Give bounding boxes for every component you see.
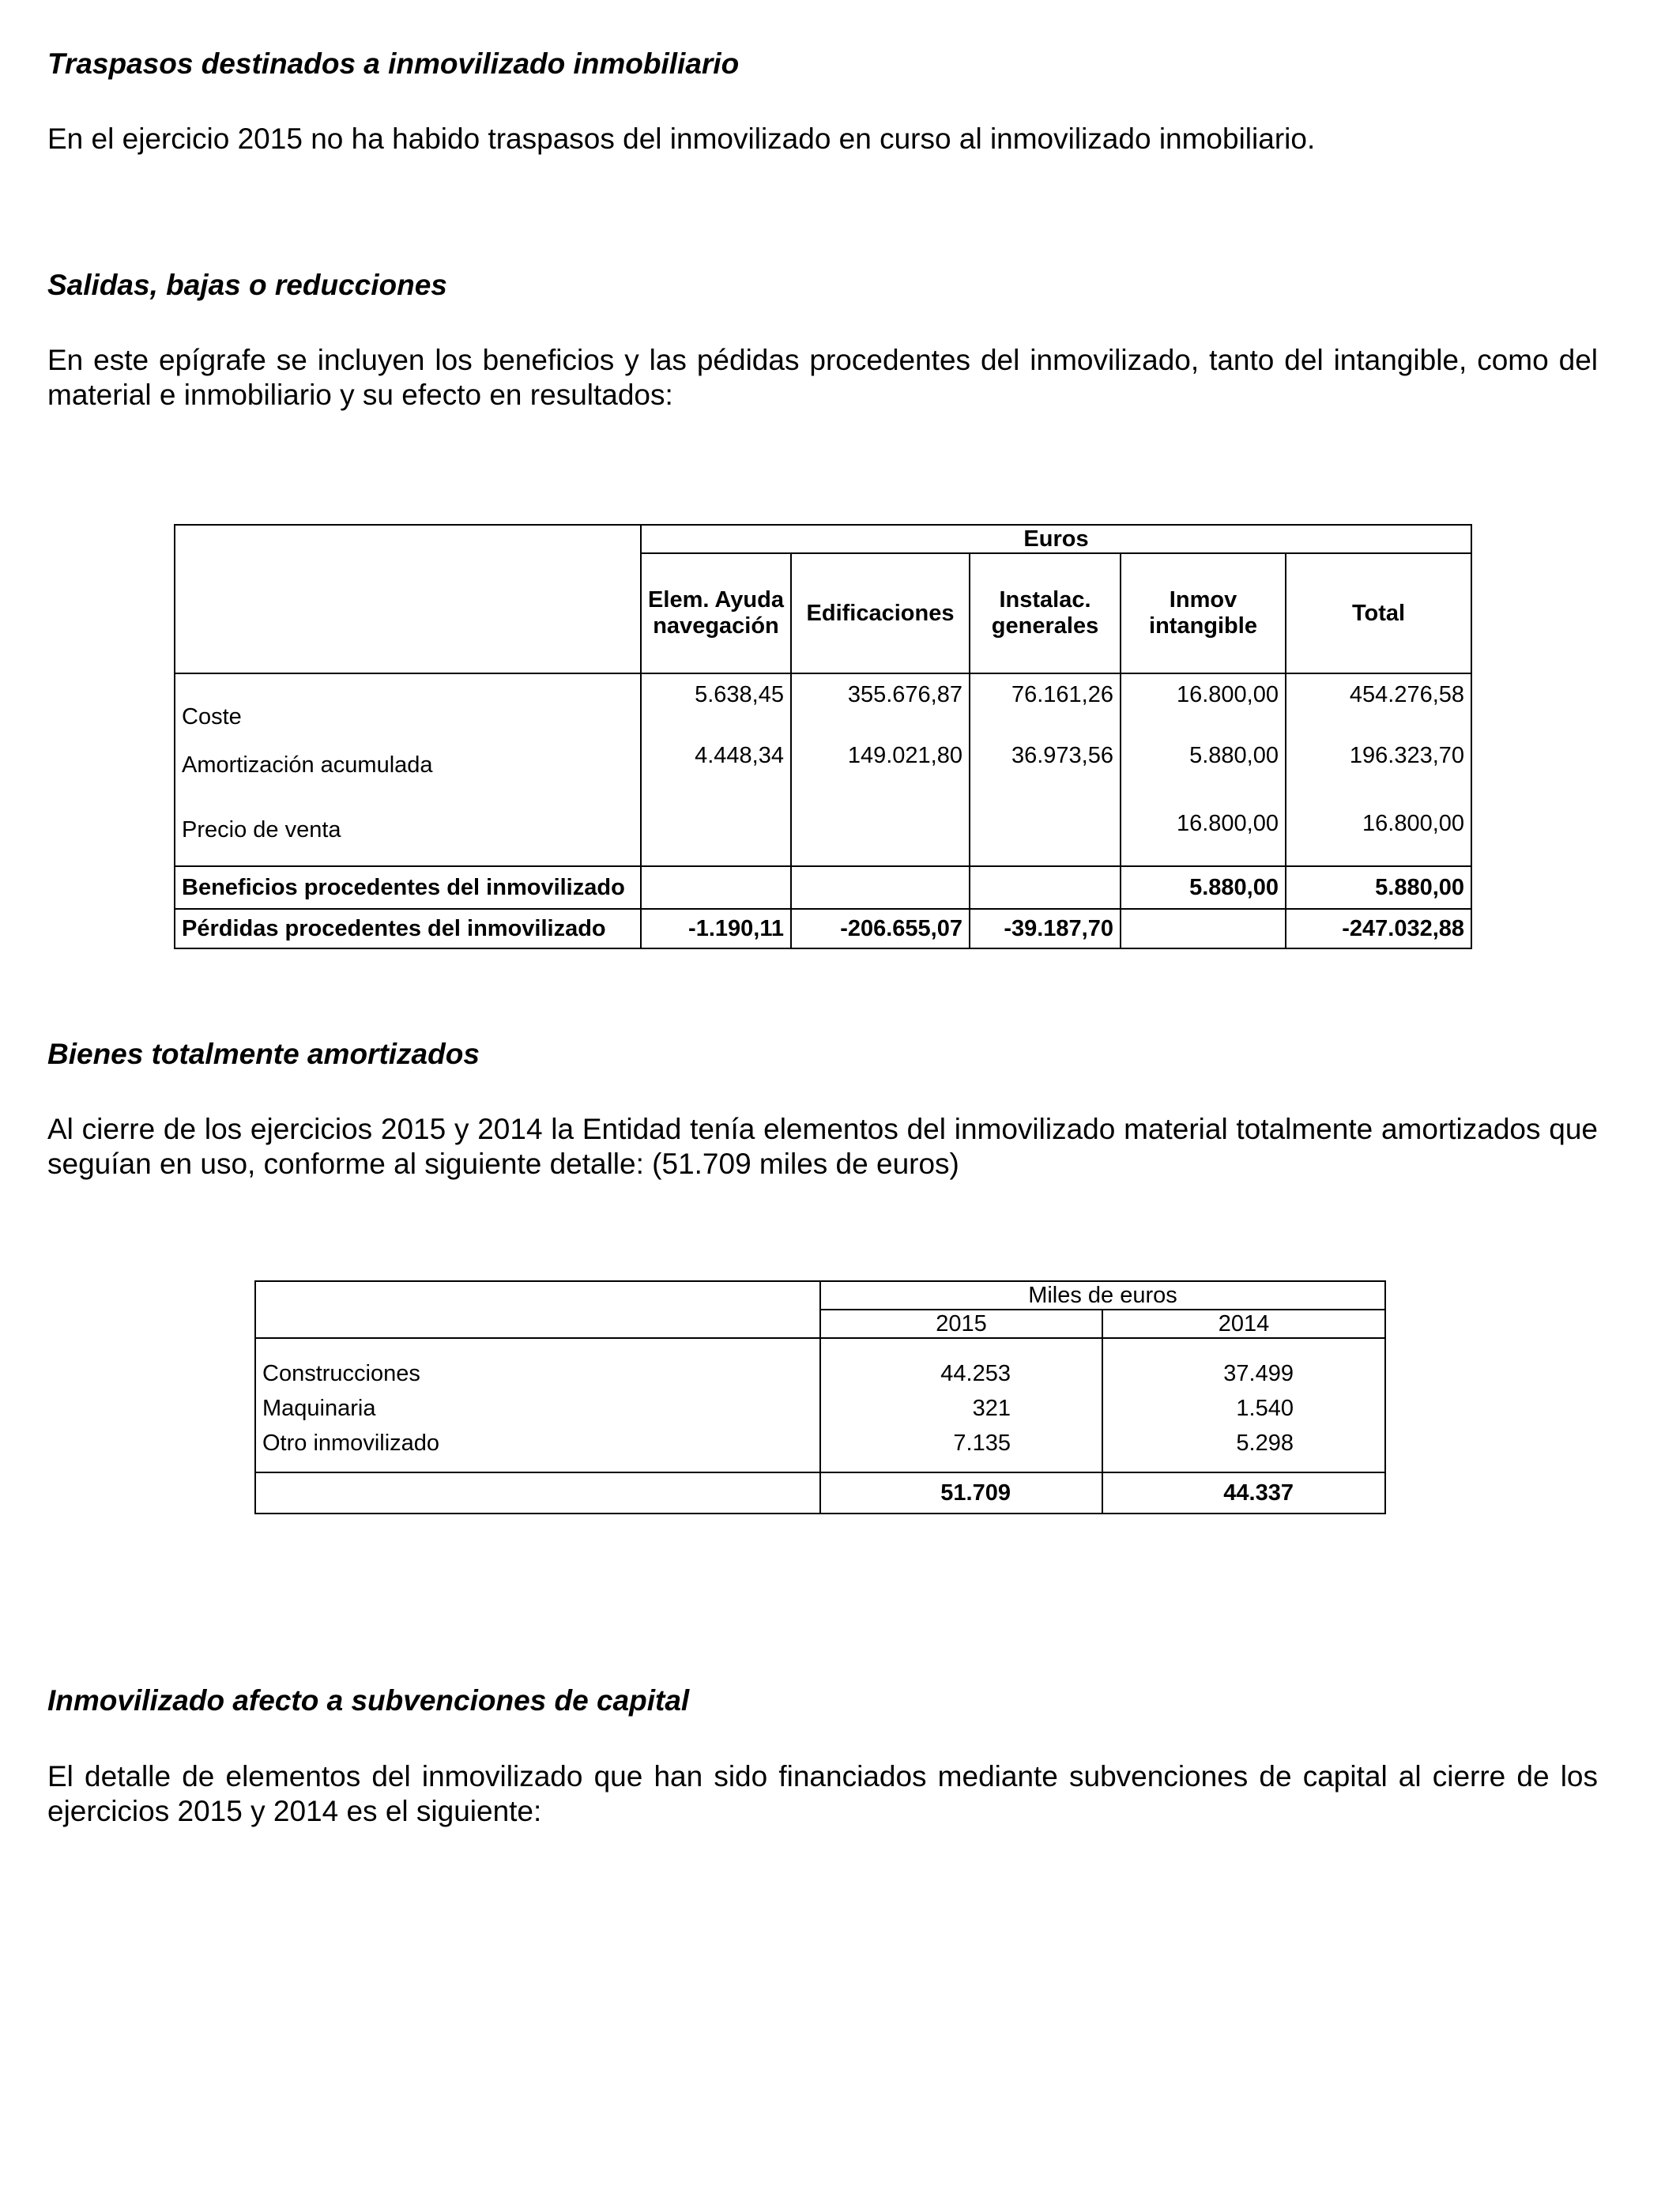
table-cell: 5.298	[1102, 1427, 1385, 1472]
table-cell: 321	[820, 1390, 1102, 1427]
column-header-year: 2015	[820, 1310, 1102, 1338]
column-header: Edificaciones	[791, 553, 970, 673]
row-label: Amortización acumulada	[175, 735, 641, 795]
table-cell: 196.323,70	[1286, 735, 1471, 795]
total-label-cell	[255, 1472, 820, 1514]
total-cell: 44.337	[1102, 1472, 1385, 1514]
table-cell: 44.253	[820, 1338, 1102, 1390]
table-cell: 76.161,26	[970, 673, 1121, 735]
column-header: Elem. Ayuda navegación	[641, 553, 791, 673]
table-cell: 5.880,00	[1121, 735, 1286, 795]
table-cell: 1.540	[1102, 1390, 1385, 1427]
table-cell	[791, 795, 970, 866]
table-cell: 16.800,00	[1121, 795, 1286, 866]
group-header-euros: Euros	[641, 525, 1471, 553]
row-label: Maquinaria	[255, 1390, 820, 1427]
table-cell: 149.021,80	[791, 735, 970, 795]
table-cell: 16.800,00	[1121, 673, 1286, 735]
table-cell	[1121, 909, 1286, 948]
row-label: Precio de venta	[175, 795, 641, 866]
table-corner-cell-lower	[175, 553, 641, 673]
table-cell: 36.973,56	[970, 735, 1121, 795]
column-header-year: 2014	[1102, 1310, 1385, 1338]
section-title-subvenciones: Inmovilizado afecto a subvenciones de capital	[47, 1684, 690, 1717]
table-cell	[641, 866, 791, 909]
table-cell: 454.276,58	[1286, 673, 1471, 735]
table-cell: 5.880,00	[1286, 866, 1471, 909]
table-cell	[791, 866, 970, 909]
section-title-salidas: Salidas, bajas o reducciones	[47, 269, 447, 301]
section-title-traspasos: Traspasos destinados a inmovilizado inmobiliario	[47, 47, 740, 80]
table-bienes-amortizados	[254, 1280, 1386, 1514]
table-cell: 7.135	[820, 1427, 1102, 1472]
table-cell: 16.800,00	[1286, 795, 1471, 866]
row-label-perdidas: Pérdidas procedentes del inmovilizado	[175, 909, 641, 948]
table-cell: 355.676,87	[791, 673, 970, 735]
column-header: Inmov intangible	[1121, 553, 1286, 673]
row-label: Otro inmovilizado	[255, 1427, 820, 1472]
row-label-beneficios: Beneficios procedentes del inmovilizado	[175, 866, 641, 909]
table-cell: 4.448,34	[641, 735, 791, 795]
table-cell: -206.655,07	[791, 909, 970, 948]
table-cell: 37.499	[1102, 1338, 1385, 1390]
table-cell	[970, 866, 1121, 909]
table-cell	[970, 795, 1121, 866]
table-cell	[641, 795, 791, 866]
table-salidas-bajas	[174, 524, 1472, 949]
table-corner-cell	[175, 525, 641, 553]
table-cell: -39.187,70	[970, 909, 1121, 948]
paragraph-traspasos: En el ejercicio 2015 no ha habido traspasos del inmovilizado en curso al inmovilizado inmobiliario.	[47, 123, 1316, 155]
table-cell: 5.638,45	[641, 673, 791, 735]
paragraph-bienes-amortizados: Al cierre de los ejercicios 2015 y 2014 la Entidad tenía elementos del inmovilizado material totalmente amortizados que seguían en uso, conforme al siguiente detalle: (51.709 miles de euros)	[47, 1113, 1598, 1180]
paragraph-salidas: En este epígrafe se incluyen los beneficios y las pédidas procedentes del inmovilizado, tanto del intangible, como del material e inmobiliario y su efecto en resultados:	[47, 344, 1598, 411]
column-header: Instalac. generales	[970, 553, 1121, 673]
paragraph-subvenciones: El detalle de elementos del inmovilizado que han sido financiados mediante subvenciones de capital al cierre de los ejercicios 2015 y 2014 es el siguiente:	[47, 1760, 1598, 1827]
column-header: Total	[1286, 553, 1471, 673]
table-cell: 5.880,00	[1121, 866, 1286, 909]
section-title-bienes-amortizados: Bienes totalmente amortizados	[47, 1038, 480, 1070]
row-label: Coste	[175, 673, 641, 735]
row-label: Construcciones	[255, 1338, 820, 1390]
table-corner-cell	[255, 1281, 820, 1338]
table-cell: -247.032,88	[1286, 909, 1471, 948]
table-cell: -1.190,11	[641, 909, 791, 948]
total-cell: 51.709	[820, 1472, 1102, 1514]
group-header-miles-euros: Miles de euros	[820, 1281, 1385, 1310]
